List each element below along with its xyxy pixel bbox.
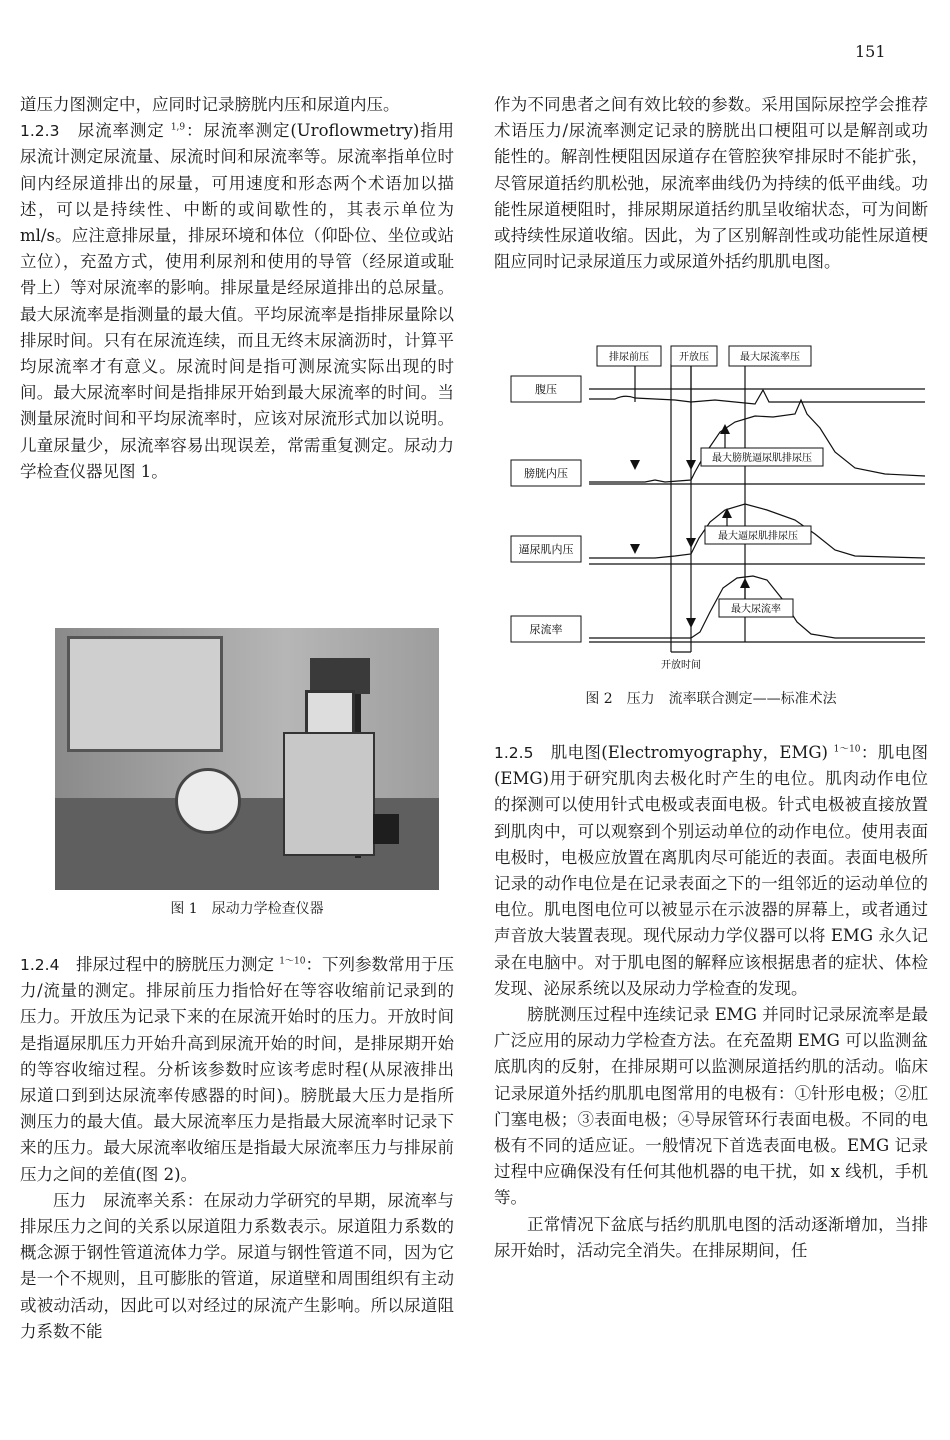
paragraph-pressure-flow: 压力 尿流率关系：在尿动力学研究的早期，尿流率与排尿压力之间的关系以尿道阻力系数表示。尿道阻力系数的概念源于钢性管道流体力学。尿道与钢性管道不同，因为它是一个不规则，且可膨胀的管道，尿道壁和周围组织有主动或被动活动，因此可以对经过的尿流产生影响。所以尿道阻力系数不能 — [20, 1190, 454, 1341]
reference-superscript: 1～10 — [833, 744, 861, 755]
row-label: 逼尿肌内压 — [518, 543, 574, 556]
section-1-2-5 — [494, 740, 928, 1002]
paragraph-emg-cystometry: 膀胱测压过程中连续记录 EMG 并同时记录尿流率是最广泛应用的尿动力学检查方法。在充盈期 EMG 可以监测盆底肌肉的反射，在排尿期可以监测尿道括约肌的活动。临床记录尿道外括约肌肌电图常用的电极有：①针形电极；②肛门塞电极；③表面电极；④导尿管环行表面电极。不同的电极有不同的适应证。一般情况下首选表面电极。EMG 记录过程中应确保没有任何其他机器的电干扰，如 x 线机，手机等。 — [494, 1005, 928, 1208]
left-column — [20, 92, 454, 485]
row-label: 腹压 — [535, 383, 557, 396]
right-column-top — [494, 92, 928, 275]
page-number: 151 — [855, 42, 886, 61]
figure-2-caption: 图 2 压力 流率联合测定——标准术法 — [585, 691, 837, 707]
reference-superscript: 1,9 — [170, 122, 186, 133]
reference-superscript: 1～10 — [279, 956, 306, 967]
section-number: 1.2.3 — [20, 122, 60, 141]
section-text: ：肌电图(EMG)用于研究肌肉去极化时产生的电位。肌肉动作电位的探测可以使用针式电极或表面电极。针式电极被直接放置到肌肉中，可以观察到个别运动单位的动作电位。使用表面电极时，电极应放置在离肌肉尽可能近的表面。表面电极所记录的动作电位是在记录表面之下的一组邻近的运动单位的电位。肌电图电位可以被显示在示波器的屏幕上，或者通过声音放大装置表现。现代尿动力学仪器可以将 EMG 永久记录在电脑中。对于肌电图的解释应该根据患者的症状、体检发现、泌尿系统以及尿动力学检查的发现。 — [494, 743, 929, 998]
section-text: ：尿流率测定(Uroflowmetry)指用尿流计测定尿流量、尿流时间和尿流率等。尿流率指单位时间内经尿道排出的尿量，可用速度和形态两个术语加以描述，可以是持续性、中断的或间歇性的，其表示单位为 ml/s。应注意排尿量，排尿环境和体位（仰卧位、坐位或站立位），充盈方式，使用利尿剂和使用的导管（经尿道或耻骨上）等对尿流率的影响。排尿量是经尿道排出的总尿量。最大尿流率是指测量的最大值。平均尿流率是指排尿量除以排尿时间。只有在尿流连续，而且无终末尿滴沥时，计算平均尿流率才有意义。尿流时间是指可测尿流实际出现的时间。最大尿流率时间是指排尿开始到最大尿流率的时间。当测量尿流时间和平均尿流率时，应该对尿流形式加以说明。儿童尿量少，尿流率容易出现误差，常需重复测定。尿动力学检查仪器见图 1。 — [20, 121, 455, 481]
annotation-label: 最大膀胱逼尿肌排尿压 — [712, 453, 812, 464]
section-1-2-4 — [20, 952, 454, 1188]
bottom-label: 开放时间 — [661, 660, 701, 671]
figure-1-caption: 图 1 尿动力学检查仪器 — [170, 901, 324, 917]
top-label: 排尿前压 — [609, 352, 649, 363]
paragraph-continuation: 道压力图测定中，应同时记录膀胱内压和尿道内压。 — [20, 95, 400, 114]
section-number: 1.2.5 — [494, 744, 534, 762]
section-1-2-3 — [20, 118, 454, 485]
top-label: 最大尿流率压 — [740, 352, 800, 363]
annotation-label: 最大逼尿肌排尿压 — [718, 531, 798, 542]
figure-1-photo — [55, 628, 439, 890]
top-label: 开放压 — [679, 352, 709, 363]
right-column-bottom — [494, 740, 928, 1264]
row-label: 膀胱内压 — [524, 467, 568, 480]
section-title: 肌电图(Electromyography，EMG) — [550, 743, 828, 762]
left-column-bottom — [20, 952, 454, 1345]
section-number: 1.2.4 — [20, 956, 60, 974]
section-text: ：下列参数常用于压力/流量的测定。排尿前压力指恰好在等容收缩前记录到的压力。开放压为记录下来的在尿流开始时的压力。开放时间是指逼尿肌压力开始升高到尿流开始的时间，是排尿期开始的等容收缩过程。分析该参数时应该考虑时程(从尿液排出尿道口到到达尿流率传感器的时间)。膀胱最大压力是指所测压力的最大值。最大尿流率压力是指最大尿流率时记录下来的压力。最大尿流率收缩压是指最大尿流率压力与排尿前压力之间的差值(图 2)。 — [20, 955, 455, 1184]
section-title: 尿流率测定 — [77, 121, 165, 141]
paragraph-continuation: 作为不同患者之间有效比较的参数。采用国际尿控学会推荐术语压力/尿流率测定记录的膀胱出口梗阻可以是解剖或功能性的。解剖性梗阻因尿道存在管腔狭窄排尿时不能扩张，尽管尿道括约肌松弛，尿流率曲线仍为持续的低平曲线。功能性尿道梗阻时，排尿期尿道括约肌呈收缩状态，可为间断或持续性尿道收缩。因此，为了区别解剖性或功能性尿道梗阻应同时记录尿道压力或尿道外括约肌肌电图。 — [494, 95, 928, 272]
section-title: 排尿过程中的膀胱压力测定 — [75, 955, 275, 974]
annotation-label: 最大尿流率 — [731, 604, 781, 615]
row-label: 尿流率 — [529, 623, 563, 636]
paragraph-normal-activity: 正常情况下盆底与括约肌肌电图的活动逐渐增加，当排尿开始时，活动完全消失。在排尿期间，任 — [494, 1214, 928, 1260]
figure-2-diagram — [505, 342, 925, 677]
